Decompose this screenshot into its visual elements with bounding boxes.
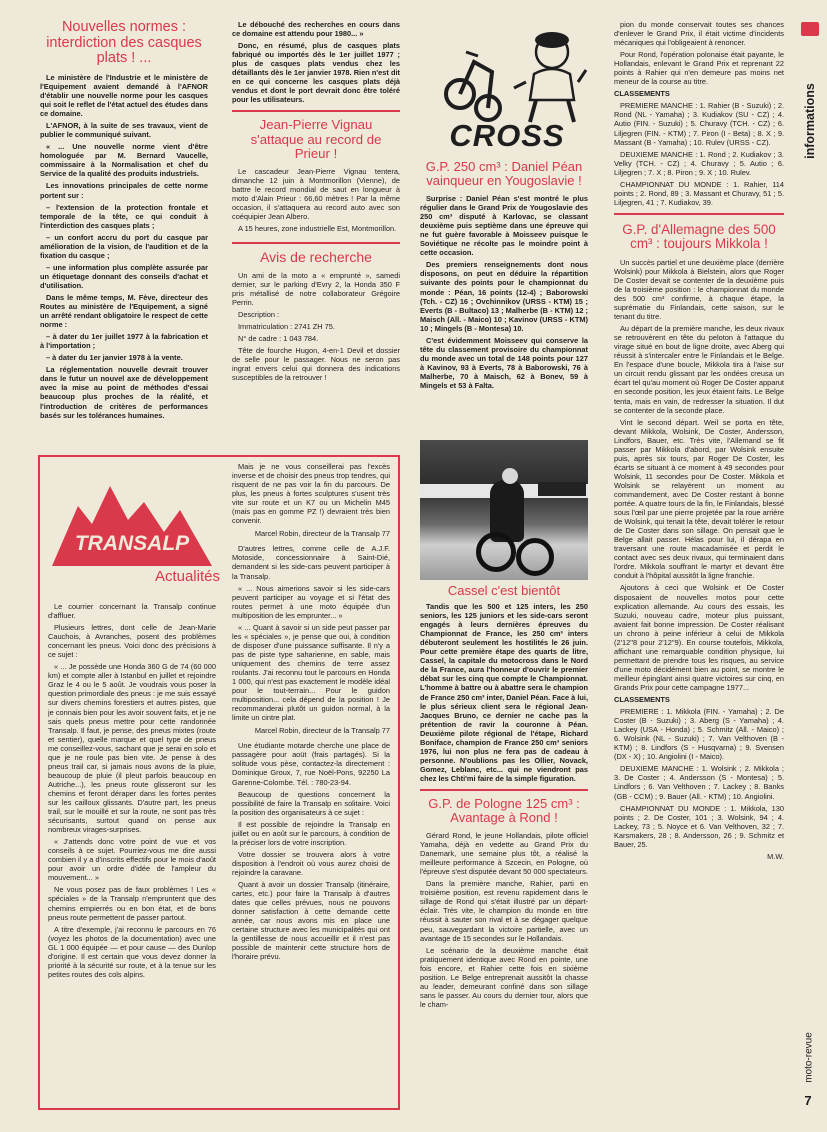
column-allemagne (614, 20, 784, 1096)
paragraph: N° de cadre : 1 043 784. (238, 333, 319, 343)
paragraph: – une information plus complète assurée par un étiquetage donnant des conseils d'achat et d'utilisation. (40, 262, 208, 290)
paragraph: Votre dossier se trouvera alors à votre disposition à l'endroit où vous aurez choisi de rejoindre la caravane. (232, 849, 390, 877)
banner-sign (538, 482, 586, 496)
classements-pologne (614, 101, 784, 207)
vignau-title: Jean-Pierre Vignau s'attaque au record de Prieur ! (250, 117, 382, 161)
paragraph: Description : (238, 309, 280, 319)
paragraph: CHAMPIONNAT DU MONDE : 1. Mikkola, 130 points ; 2. De Coster, 101 ; 3. Wolsink, 94 ; 4. Lackey, 73 ; 5. Noyce et 6. Van Velthoven, 32 ; 7. Karsmakers, 28 ; 8. Andersson, 26 ; 9. Schmitz et Bauer, 25. (614, 803, 784, 849)
column-cassel-pologne (420, 584, 588, 1104)
paragraph: Le cascadeur Jean-Pierre Vignau tentera, dimanche 12 juin à Montmorillon (Vienne), de battre le record mondial de saut en longueur à moto d'Alain Prieur : 66,60 mètres ! Par la même occasion, il s'attaquera au record auto avec son coéquipier Jean Albero. (232, 167, 400, 222)
transalp-heading: Actualités (154, 568, 220, 585)
paragraph: Le ministère de l'Industrie et le ministère de l'Equipement avaient demandé à l'AFNOR d'établir une nouvelle norme pour les casques qui soit le reflet de l'état actuel des études dans ce domaine. (40, 72, 208, 119)
section-label: informations (803, 83, 817, 159)
paragraph: Les innovations principales de cette norme portent sur : (40, 181, 208, 200)
paragraph: PREMIERE : 1. Mikkola (FIN. - Yamaha) ; 2. De Coster (B - Suzuki) ; 3. Aberg (S - Yamaha) ; 4. Lackey (USA - Honda) ; 5. Schmitz (All. - Maico) ; 6. Wolsink (NL - Suzuki) ; 7. Van Velthoven (B - KTM) ; 8. Lindfors (S - Husqvarna) ; 9. Svensen (DX - X) ; 10. Angiolini (I - Maico). (614, 707, 784, 762)
paragraph: – à dater du 1er juillet 1977 à la fabrication et à l'importation ; (40, 332, 208, 351)
paragraph: DEUXIEME MANCHE : 1. Rond ; 2. Kudiakov ; 3. Velky (TCH. - CZ) ; 4. Churavy ; 5. Autio ; 6. Liljegren ; 7. X ; 8. Piron ; 9. X ; 10. Rulev. (614, 149, 784, 177)
paragraph: Le courrier concernant la Transalp continue d'affluer. (48, 602, 216, 621)
signature-robin: Marcel Robin, directeur de la Transalp 77 (254, 529, 390, 539)
paragraph: Le débouché des recherches en cours dans ce domaine est attendu pour 1980... » (232, 20, 400, 39)
paragraph: Tête de fourche Hugon, 4-en-1 Devil et dossier de selle pour le passager. Nous ne seron pas ingrat envers celui qui donnera des indications susceptibles de la retrouver ! (232, 345, 400, 383)
paragraph: pion du monde conservait toutes ses chances d'enlever le Grand Prix, il était victime d'incidents mécaniques qui l'obligeaient à renoncer. (614, 20, 784, 48)
paragraph: Ne vous posez pas de faux problèmes ! Les « spéciales » de la Transalp n'empruntent que des chemins empierrés ou en bon état, et de bons pneus route permettent de passer partout. (48, 885, 216, 922)
cassel-title: Cassel c'est bientôt (447, 584, 561, 598)
paragraph: Dans la première manche, Rahier, parti en troisième position, est revenu rapidement dans le sillage de Rond qui s'était illustré par un départ-éclair. Très vite, le champion du monde en titre réussit à sauter son rival et à se dégager quelque peu, sauvegardant la victoire partielle, avec un avantage de 15 secondes sur le Hollandais. (420, 879, 588, 943)
transalp-logo-text: TRANSALP (74, 532, 190, 555)
avis-body (232, 271, 400, 383)
paragraph: Le scénario de la deuxième manche était pratiquement identique avec Rond en pointe, une fois encore, et Rahier cette fois en sixième position. Le Belge entreprenait aussitôt la chasse au leader, demeurant confiné dans son sillage sans le passer. Au cours du dernier tour, alors que le cham- (420, 945, 588, 1009)
divider (232, 242, 400, 244)
section-corner-icon (801, 22, 819, 36)
magazine-name: moto-revue (803, 1032, 815, 1083)
section-tab (797, 14, 823, 184)
paragraph: Beaucoup de questions concernent la possibilité de faire la Transalp en solitaire. Voici la position des organisateurs à ce sujet : (232, 789, 390, 817)
divider (420, 789, 588, 791)
paragraph: Dans le même temps, M. Fève, directeur des Routes au ministère de l'Equipement, a signé un arrêté rendant obligatoire le respect de cette norme : (40, 293, 208, 330)
paragraph: Pour Rond, l'opération polonaise était payante, le Hollandais, enlevant le Grand Prix et reprenant 22 points à Rahier qui n'en demeure pas moins net meneur de la course au titre. (614, 50, 784, 87)
classements-allemagne (614, 707, 784, 849)
paragraph: A titre d'exemple, j'ai reconnu le parcours en 76 (voyez les photos de la documentation) avec une GL 1 000 équipée — et pour cause — des Dunlop d'origine. Il est certain que vous devez donner la priorité à la sécurité sur route, et à la tenue sur les petites routes des cols alpins. (48, 924, 216, 979)
column-cross (420, 160, 588, 440)
paragraph: La réglementation nouvelle devrait trouver dans le futur un nouvel axe de développement avec la mise au point de méthodes d'essai beaucoup plus proches de la réalité, et l'introduction de critères de performances basés sur les tolérances humaines. (40, 365, 208, 420)
yougoslavie-body (420, 194, 588, 390)
paragraph: Au départ de la première manche, les deux rivaux se retrouvèrent en tête du peloton à l'attaque du virage situé en bout de ligne droite, avec Aberg qui réussit à s'intercaler entre le Finlandais et le Belge. En l'espace d'une boucle, Mikkola tira à l'aise sur un circuit rendu glissant par les ondées creusa un écart tel qu'au moment où Roger De Coster apparut en seconde position, les jeux étaient faits. Le Belge tenta, mais en vain, de redresser la situation. Il dut se contenter de la seconde place. (614, 324, 784, 415)
paragraph: « ... Je possède une Honda 360 G de 74 (60 000 km) et compte aller à Istanbul en juillet et rejoindre Graz le 4 ou le 5 août. Je voudrais vous poser la question primordiale des pneus : je me suis essayé sur divers chemins forestiers et autres pistes, que je connais bien pour les avoir souvent faits, et je ne sais quels pneus mettre pour cette randonnée Transalp. Il faut, je pense, des pneus mixtes (route et sentier), quelle marque et quel type de pneus me conseillez-vous, sachant que je serai en solo et que je ne roule pas bien vite. Je pense à des pneus trail car, si jamais nous avons de la pluie, beaucoup de pluie (il pleut parfois beaucoup en Autriche...), les pneus route glisseront sur les chemins et feront déraper dans les fortes pentes sur les cailloux glissants. D'autre part, les pneus trail, sur le mouillé et sur la route, ne sont pas très sécurisants, surtout quand on pense aux nombreux virages-surprises. (48, 662, 216, 835)
paragraph: Un succès partiel et une deuxième place (derrière Wolsink) pour Mikkola à Bielstein, alors que Roger De Coster devait se contenter de la deuxième puis de la troisième position : le championnat du monde des 500 cm³ confirme, à chaque étape, la suprématie du Finlandais, cette saison, sur le tenant du titre. (614, 257, 784, 322)
paragraph: Quant à avoir un dossier Transalp (itinéraire, cartes, etc.) pour faire la Transalp à d'autres dates que celles prévues, nous ne pouvons donner satisfaction à cette demande cette année, car nous avons mis en place une certaine structure avec les municipalités qui ont la gentillesse de nous accueillir et il n'est pas possible de maintenir cette structure hors de l'horaire prévu. (232, 879, 390, 962)
transalp-logo (52, 480, 212, 566)
normes-body (40, 73, 208, 420)
paragraph: Plusieurs lettres, dont celle de Jean-Marie Cauchois, à Avranches, posent des problèmes concernant les pneus. Voici donc des précisions à ce sujet : (48, 623, 216, 660)
column-normes (40, 20, 208, 452)
paragraph: Une étudiante motarde cherche une place de passagère pour aoüt (frais partagés). Si la solitude vous pèse, contactez-la directement : Dominique Groux, 7, rue Noël-Pons, 92250 La Garenne-Colombe. Tél. : 780-23-94. (232, 741, 390, 787)
pologne-continuation (614, 20, 784, 86)
transalp-left-column (48, 602, 216, 1100)
paragraph: A 15 heures, zone industrielle Est, Montmorillon. (238, 224, 397, 234)
paragraph: Tandis que les 500 et 125 inters, les 250 seniors, les 125 juniors et les side-cars seront engagés à leurs dernières épreuves du Championnat de France, les 250 cm³ inters débuteront seulement les hostilités le 26 juin. Pour cette première étape des quarts de litre, Cassel, la capitale du motocross dans le Nord de la France, aura l'honneur d'ouvrir le premier débat sur les cinq que compte le Championnat. L'homme à battre ou à abattre sera le champion de France 250 cm³ inter, Daniel Péan. Face à lui, le plus sérieux client sera le régional Jean-Jacques Bruno, ce dernier ne cache pas la prétention de ravir la couronne à Péan. Deuxième pilote régional de l'étape, Richard Boniface, champion de France 250 cm³ seniors 1976, lui non plus ne fera pas de cadeau à personne. N'oublions pas les Ollier, Novack, Gomez, Leblanc, etc... qui ne viendront pas chez les Chti'mi faire de la simple figuration. (420, 602, 588, 783)
paragraph: Des premiers renseignements dont nous disposons, on peut en déduire la répartition suivante des points pour le championnat du monde : Péan, 16 points (12-4) ; Baborowski (Tch. - CZ) 16 ; Ovchinnikov (URSS - KTM) 15 ; Everts (B - Bultaco) 13 ; Malherbe (B - KTM) 12 ; Maisch (All. - Maico) 10 ; Kavinov (URSS - KTM) 10 ; Mingels (B - Montesa) 10. (420, 260, 588, 333)
casques-continuation (232, 20, 400, 104)
divider (614, 213, 784, 215)
paragraph: Mais je ne vous conseillerai pas l'excès inverse et de choisir des pneus trop tendres, qui risquent de ne pas voir la fin du parcours. De plus, les pneus à fortes sculptures s'usent très vite sur route et un K7 ou un Michelin M45 (mais pas en gomme PZ !) devraient très bien convenir. (232, 462, 390, 526)
cross-logo-text: CROSS (449, 118, 565, 153)
paragraph: D'autres lettres, comme celle de A.J.F. Motoside, concessionnaire à Saint-Dié, demandent si les side-cars peuvent participer à la Transalp. (232, 544, 390, 581)
normes-title: Nouvelles normes : interdiction des casques plats ! ... (46, 20, 202, 67)
classements-heading-2: CLASSEMENTS (614, 695, 670, 705)
paragraph: Donc, en résumé, plus de casques plats fabriqué ou importés dès le 1er juillet 1977 ; plus de casques plats vendus chez les détaillants dès le 1er janvier 1978. Rien n'est dit en ce qui concerne les casques plats déjà vendus et dont le port devrait donc être toléré pour les utilisateurs. (232, 41, 400, 105)
allemagne-title: G.P. d'Allemagne des 500 cm³ : toujours Mikkola ! (622, 221, 776, 252)
page-number: 7 (804, 1093, 812, 1108)
classements-heading: CLASSEMENTS (614, 89, 670, 99)
paragraph: Ajoutons à ceci que Wolsink et De Coster disposaient de nouvelles motos pour cette explication allemande. Au cours des essais, les Suzuki, nouveau cadre, moteur plus puissant, avaient fait bonne impression. De Coster réalisant un chrono à peine inférieur à celui de Mikkola (2'12''8 pour 2'12''9). En course toutefois, Mikkola, affichant une remarquable condition physique, lui permettant de prendre tous les risques, au service d'une moto décidément bien au point, se montre le meilleur épinglant ainsi quatre victoires sur cinq, en Grands Prix pour cette campagne 1977... (614, 583, 784, 692)
paragraph: Un ami de la moto a « emprunté », samedi dernier, sur le parking d'Evry 2, la Honda 350 F pris métallisé de notre collaborateur Grégoire Perrin. (232, 270, 400, 307)
paragraph: « ... Quant à savoir si un side peut passer par les « spéciales », je pense que oui, à condition de disposer d'une puissance suffisante. Il n'y a pas de piste type saharienne, en sable, mais uniquement des chemins de terre assez roulants. J'ai reconnu tout le parcours en Honda 1 000, qui n'est pas exactement le modèle idéal pour le tout-terrain... Pour le guidon multiposition... cela dépend de la position ! Je recommanderai plutôt un guidon normal, à la limite un cintre plat. (232, 622, 390, 723)
cross-logo (422, 22, 592, 172)
paragraph: Surprise : Daniel Péan s'est montré le plus régulier dans le Grand Prix de Yougoslavie des 250 cm³ disputé à Karlovac, se classant deuxième puis septième dans une épreuve qui ne fut guère favorable à Moisseev puisque le Soviétique ne récolte pas le moindre point à cette occasion. (420, 194, 588, 258)
paragraph: DEUXIEME MANCHE : 1. Wolsink ; 2. Mikkola ; 3. De Coster ; 4. Andersson (S - Montesa) ; 5. Lindfors ; 6. Van Velthoven ; 7. Lackey ; 8. Banks (GB - CCM) ; 9. Bauer (All. - KTM) ; 10. Angiolini. (614, 764, 784, 801)
avis-title: Avis de recherche (260, 248, 372, 265)
paragraph: « ... Une nouvelle norme vient d'être homologuée par M. Bernard Vaucelle, commissaire à la Normalisation et chef du Service de la qualité des produits industriels. (40, 142, 208, 179)
pologne-title: G.P. de Pologne 125 cm³ : Avantage à Rond ! (428, 795, 580, 825)
paragraph: – à dater du 1er janvier 1978 à la vente. (46, 353, 183, 363)
paragraph: « J'attends donc votre point de vue et vos conseils à ce sujet. Pourriez-vous me dire aussi combien il y a d'inscrits effectifs pour le mois d'août pour avoir un ordre d'idée de l'ampleur du mouvement... » (48, 837, 216, 883)
paragraph: – l'extension de la protection frontale et temporale de la tête, ce qui conduit à l'interdiction des casques plats ; (40, 202, 208, 230)
paragraph: Immatriculation : 2741 ZH 75. (238, 321, 335, 331)
allemagne-body (614, 258, 784, 692)
paragraph: Gérard Rond, le jeune Hollandais, pilote officiel Yamaha, déjà en vedette au Grand Prix du Danemark, une semaine plus tôt, a réalisé la meilleure performance à Szcecin, en Pologne, où l'épreuve s'est disputée devant 50 000 spectateurs. (420, 831, 588, 877)
paragraph: Il est possible de rejoindre la Transalp en juillet ou en août sur le parcours, à condition de la préciser lors de votre inscription. (232, 819, 390, 847)
yougoslavie-title: G.P. 250 cm³ : Daniel Péan vainqueur en Yougoslavie ! (425, 160, 583, 189)
motocross-rider-icon (422, 22, 592, 132)
paragraph: C'est évidemment Moisseev qui conserve la tête du classement provisoire du championnat du monde avec un total de 148 points pour 127 à Kavinov, 93 à Everts, 78 à Baborowski, 76 à Malherbe, 70 à Maisch, 62 à Bonev, 59 à Mingels et 53 à Falta. (420, 335, 588, 390)
paragraph: L'AFNOR, à la suite de ses travaux, vient de publier le communiqué suivant. (40, 121, 208, 140)
signature-robin-2: Marcel Robin, directeur de la Transalp 77 (254, 726, 390, 736)
column-vignau-avis (232, 20, 400, 452)
vignau-body (232, 167, 400, 233)
divider (232, 110, 400, 112)
paragraph: « ... Nous aimerions savoir si les side-cars peuvent participer au voyage et si l'état des routes permet à une moto équipée d'un multiposition de les emprunter... » (232, 583, 390, 620)
paragraph: CHAMPIONNAT DU MONDE : 1. Rahier, 114 points ; 2. Rond, 89 ; 3. Massant et Churavy, 51 ; 5. Liljegren, 41 ; 7. Kudiakov, 39. (614, 179, 784, 207)
paragraph: PREMIERE MANCHE : 1. Rahier (B - Suzuki) ; 2. Rond (NL - Yamaha) ; 3. Kudiakov (SU - CZ) ; 4. Autio (FIN. - Suzuki) ; 5. Churavy (TCH. - CZ) ; 6. Liljegren (FIN. - KTM) ; 7. Piron (I - Beta) ; 8. X ; 9. Massant (B - Yamaha) ; 10. Rulev (URSS - CZ). (614, 101, 784, 147)
transalp-right-column (232, 462, 390, 1102)
author-initials: M.W. (767, 851, 784, 861)
pologne-body (420, 831, 588, 1009)
paragraph: Vint le second départ. Weil se porta en tête, devant Mikkola, Wolsink, De Coster, Andersson, Lindfors, Bauer, etc. Très vite, l'Allemand se fit passer par Mikkola d'abord, par Wolsink ensuite puis, après six tours, par Roger De Coster, les écarts se situant à ce moment à 49 secondes pour Wolsink, 11 secondes pour De Coster. Mikkola et Wolsink se relayèrent un moment au commandement, avec De Coster restant à bonne portée. A quatre tours de la fin, le Finlandais, blessé sous l'œil par une pierre projetée par la roue arrière de Wolsink, qui tenait la tête, devait tolérer le retour de De Coster dans son sillage. On pensait que le Belge allait passer. Hélas pour lui, il dérapa en traversant une route macadamisée et perdit le contact avec ses deux rivaux, qui terminaient dans l'ordre. Mikkola souffrant le martyr et devant être conduit à l'hôpital aussitôt la ligne franchie. (614, 417, 784, 581)
motocross-photo (420, 440, 588, 580)
paragraph: – un confort accru du port du casque par amélioration de la vision, de l'audition et de la fixation du casque ; (40, 232, 208, 260)
cassel-body (420, 602, 588, 783)
